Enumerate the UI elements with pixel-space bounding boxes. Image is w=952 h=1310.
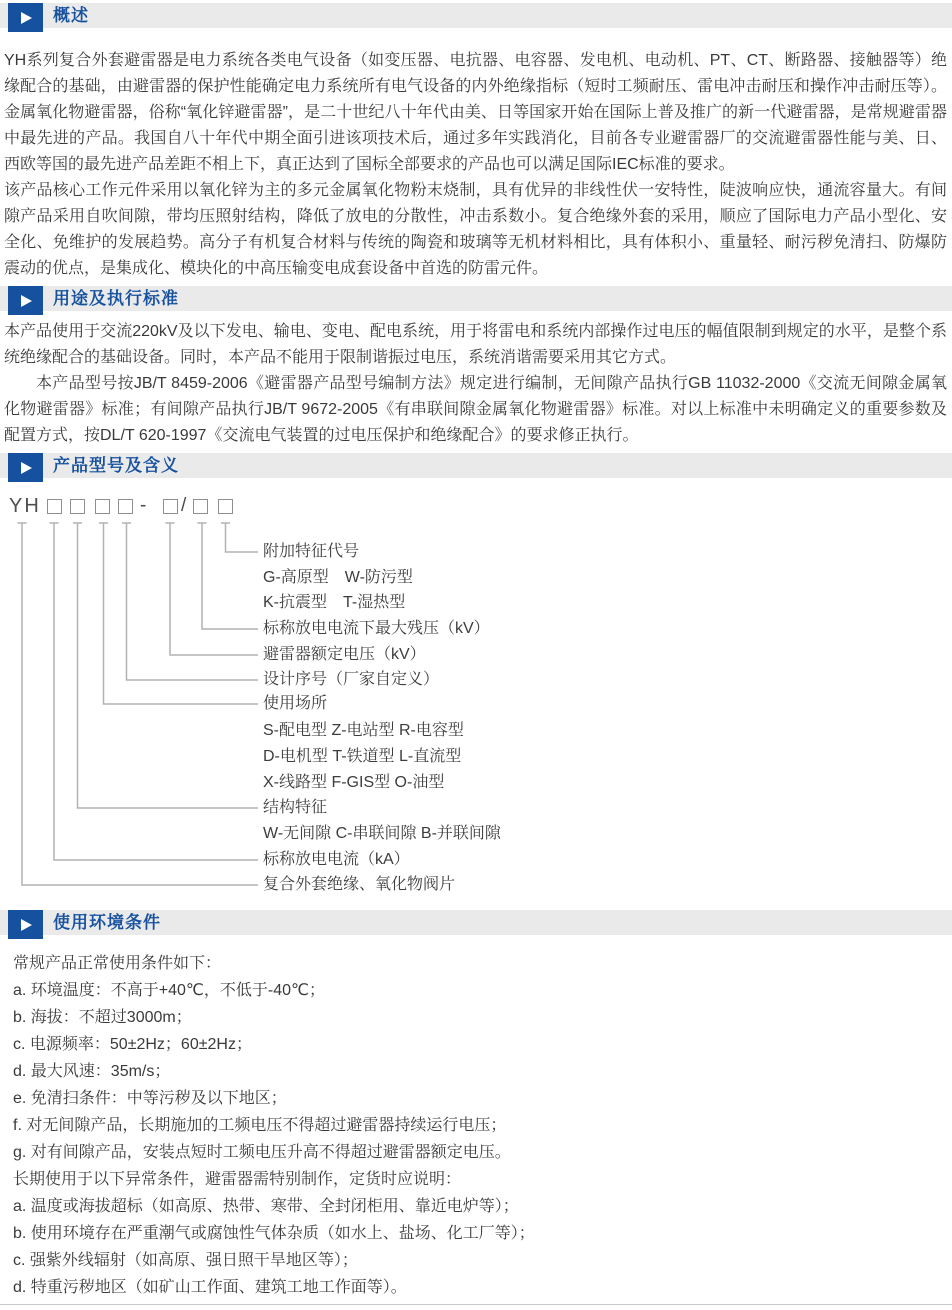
section-title-model-code: 产品型号及含义 xyxy=(53,456,179,475)
standards-paragraph-1: 本产品使用于交流220kV及以下发电、输电、变电、配电系统，用于将雷电和系统内部操作过电压的幅值限制到规定的水平，是整个系统绝缘配合的基础设备。同时，本产品不能用于限制谐振过电压，系统消谐需要采用其它方式。 xyxy=(4,323,947,366)
standards-text xyxy=(4,319,947,449)
arrow-right-icon xyxy=(21,919,32,931)
section-header-environment xyxy=(0,910,952,935)
model-code-box-2 xyxy=(70,499,85,514)
model-code-diagram xyxy=(0,495,952,903)
label-additional-feature-options-2: K-抗震型 T-湿热型 xyxy=(263,594,406,611)
bottom-divider xyxy=(0,1304,952,1305)
model-code-prefix: YH xyxy=(9,495,41,517)
label-structure-feature: 结构特征 xyxy=(263,799,328,816)
condition-line: b. 使用环境存在严重潮气或腐蚀性气体杂质（如水上、盐场、化工厂等）； xyxy=(13,1225,535,1242)
condition-line: 长期使用于以下异常条件，避雷器需特别制作，定货时应说明： xyxy=(13,1171,462,1188)
section-title-environment: 使用环境条件 xyxy=(53,913,161,932)
condition-line: e. 免清扫条件：中等污秽及以下地区； xyxy=(13,1090,287,1107)
label-additional-feature-options-1: G-高原型 W-防污型 xyxy=(263,569,413,586)
label-usage-options-3: X-线路型 F-GIS型 O-油型 xyxy=(263,774,445,791)
condition-line: b. 海拔：不超过3000m； xyxy=(13,1009,192,1026)
section-marker xyxy=(8,3,43,32)
overview-paragraph-2: 该产品核心工作元件采用以氧化锌为主的多元金属氧化物粉末烧制，具有优异的非线性伏一安特性，陡波响应快，通流容量大。有间隙产品采用自吹间隙，带均压照射结构，降低了放电的分散性，冲击系数小。复合绝缘外套的采用，顺应了国际电力产品小型化、安全化、免维护的发展趋势。高分子有机复合材料与传统的陶瓷和玻璃等无机材料相比，具有体积小、重量轻、耐污秽免清扫、防爆防震动的优点，是集成化、模块化的中高压输变电成套设备中首选的防雷元件。 xyxy=(4,182,947,277)
overview-paragraph-1: YH系列复合外套避雷器是电力系统各类电气设备（如变压器、电抗器、电容器、发电机、电动机、PT、CT、断路器、接触器等）绝缘配合的基础，由避雷器的保护性能确定电力系统所有电气设备的内外绝缘指标（短时工频耐压、雷电冲击耐压和操作冲击耐压等）。金属氧化物避雷器，俗称“氧化锌避雷器”，是二十世纪八十年代由美、日等国家开始在国际上普及推广的新一代避雷器，是常规避雷器中最先进的产品。我国自八十年代中期全面引进该项技术后，通过多年实践消化，目前各专业避雷器厂的交流避雷器性能与美、日、西欧等国的最先进产品差距不相上下，真正达到了国标全部要求的产品也可以满足国际IEC标准的要求。 xyxy=(4,52,947,173)
label-rated-voltage: 避雷器额定电压（kV） xyxy=(263,646,426,663)
label-usage-location: 使用场所 xyxy=(263,695,328,712)
model-code-box-6 xyxy=(193,499,208,514)
section-title-standards: 用途及执行标准 xyxy=(53,289,179,308)
condition-line: 常规产品正常使用条件如下： xyxy=(13,955,222,972)
arrow-right-icon xyxy=(21,295,32,307)
arrow-right-icon xyxy=(21,462,32,474)
condition-line: d. 特重污秽地区（如矿山工作面、建筑工地工作面等）。 xyxy=(13,1279,407,1296)
label-design-serial: 设计序号（厂家自定义） xyxy=(263,671,440,688)
model-code-dash: - xyxy=(140,495,147,516)
section-title-overview: 概述 xyxy=(53,6,89,25)
condition-line: a. 温度或海拔超标（如高原、热带、寒带、全封闭柜用、靠近电炉等）； xyxy=(13,1198,519,1215)
model-code-box-1 xyxy=(47,499,62,514)
section-header-model-code xyxy=(0,453,952,478)
model-code-box-3 xyxy=(95,499,110,514)
model-code-box-4 xyxy=(118,499,133,514)
section-marker xyxy=(8,453,43,482)
section-marker xyxy=(8,910,43,939)
arrow-right-icon xyxy=(21,12,32,24)
model-code-box-7 xyxy=(218,499,233,514)
model-code-box-5 xyxy=(163,499,178,514)
condition-line: g. 对有间隙产品，安装点短时工频电压升高不得超过避雷器额定电压。 xyxy=(13,1144,511,1161)
condition-line: c. 电源频率：50±2Hz；60±2Hz； xyxy=(13,1036,252,1053)
condition-line: f. 对无间隙产品，长期施加的工频电压不得超过避雷器持续运行电压； xyxy=(13,1117,507,1134)
section-header-overview xyxy=(0,3,952,28)
standards-paragraph-2: 本产品型号按JB/T 8459-2006《避雷器产品型号编制方法》规定进行编制，无间隙产品执行GB 11032-2000《交流无间隙金属氧化物避雷器》标准；有间隙产品执行JB/T 9672-2005《有串联间隙金属氧化物避雷器》标准。对以上标准中未明确定义的重要参数及配置方式，按DL/T 620-1997《交流电气装置的过电压保护和绝缘配合》的要求修正执行。 xyxy=(4,375,947,444)
model-code-slash: / xyxy=(181,495,187,516)
overview-text xyxy=(4,48,947,282)
section-marker xyxy=(8,286,43,315)
environment-conditions-list xyxy=(13,950,947,1301)
label-max-residual-voltage: 标称放电电流下最大残压（kV） xyxy=(263,620,490,637)
label-composite-housing: 复合外套绝缘、氧化物阀片 xyxy=(263,876,456,893)
condition-line: c. 强紫外线辐射（如高原、强日照干旱地区等）； xyxy=(13,1252,358,1269)
condition-line: d. 最大风速：35m/s； xyxy=(13,1063,171,1080)
section-header-standards xyxy=(0,286,952,311)
label-usage-options-2: D-电机型 T-铁道型 L-直流型 xyxy=(263,748,462,765)
label-usage-options-1: S-配电型 Z-电站型 R-电容型 xyxy=(263,722,464,739)
label-nominal-discharge-current: 标称放电电流（kA） xyxy=(263,851,410,868)
label-structure-options: W-无间隙 C-串联间隙 B-并联间隙 xyxy=(263,825,501,842)
condition-line: a. 环境温度：不高于+40℃，不低于-40℃； xyxy=(13,982,325,999)
label-additional-feature-code: 附加特征代号 xyxy=(263,543,360,560)
